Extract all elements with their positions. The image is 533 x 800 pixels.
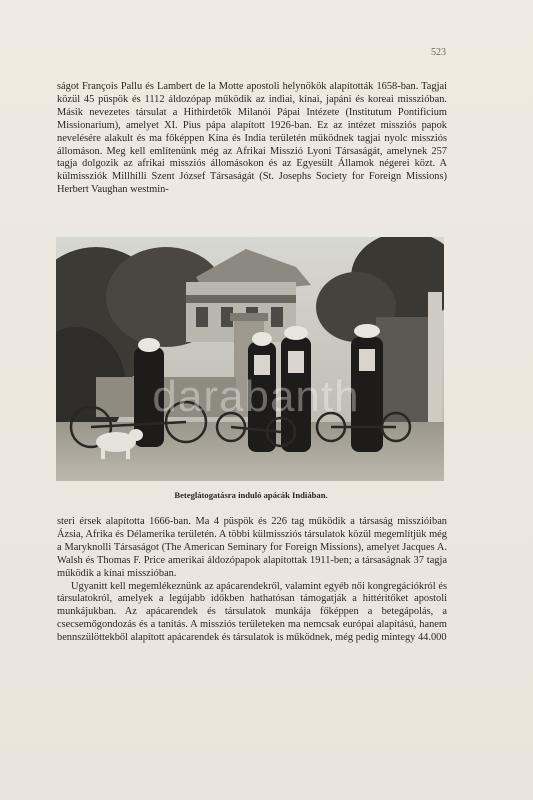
figure-caption: Beteglátogatásra induló apácák Indiában. [174, 490, 328, 500]
paragraph: ságot François Pallu és Lambert de la Motte apostoli helynökök alapították 1658-ban. Tagjai közül 45 püspök és 1112 áldozópap működik az indiai, kínai, japáni és koreai misszióban. Másik nevezetes társulat a Hithirdetők Milanói Pápai Intézete (Institutum Pontificium Missionarium), amelyet XI. Pius pápa alapított 1926-ban. Ez az intézet missziós papok nevelésére alakult és ma főképpen Kína és India területén működnek tagjai nyolc missziós állomáson. Meg kell említenünk még az Afrikai Misszió Lyoni Társaságát, amelynek 257 tagja dolgozik az afrikai missziós állomásokon és az Egyesült Államok négerei közt. A külmissziók Millhilli Szent József Társaságát (St. Josephs Society for Foreign Missions) Herbert Vaughan westmin- [57, 81, 447, 196]
photo-illustration [56, 237, 444, 481]
body-text-top [57, 81, 447, 197]
photograph-nuns-with-bicycles [56, 237, 444, 481]
watermark-text: darabanth [152, 372, 360, 421]
body-text-bottom [57, 516, 447, 645]
page-number: 523 [431, 47, 446, 58]
paragraph: Ugyanitt kell megemlékeznünk az apácarendekről, valamint egyéb női kongregációkról és társulatokról, amelyek a legújabb időkben hathatósan támogatják a hittérítőket apostoli munkájukban. Az apácarendek és társulatok munkája főképpen a betegápolás, a csecsemőgondozás és a tanítás. A missziós területeken ma nemcsak európai alapítású, hanem bennszülöttekből alapított apácarendek és társulatok is működnek, még pedig mintegy 44.000 [57, 580, 447, 644]
paragraph: steri érsek alapította 1666-ban. Ma 4 püspök és 226 tag működik a társaság misszióiban Ázsia, Afrika és Délamerika területén. A többi külmissziós társulatok közül megemlítjük még a Maryknolli Társaságot (The American Seminary for Foreign Missions), amelyet Jacques A. Walsh és Thomas F. Price amerikai áldozópapok alapítottak 1911-ben; a társaságnak 37 tagja működik a kínai misszióban. [57, 516, 447, 579]
